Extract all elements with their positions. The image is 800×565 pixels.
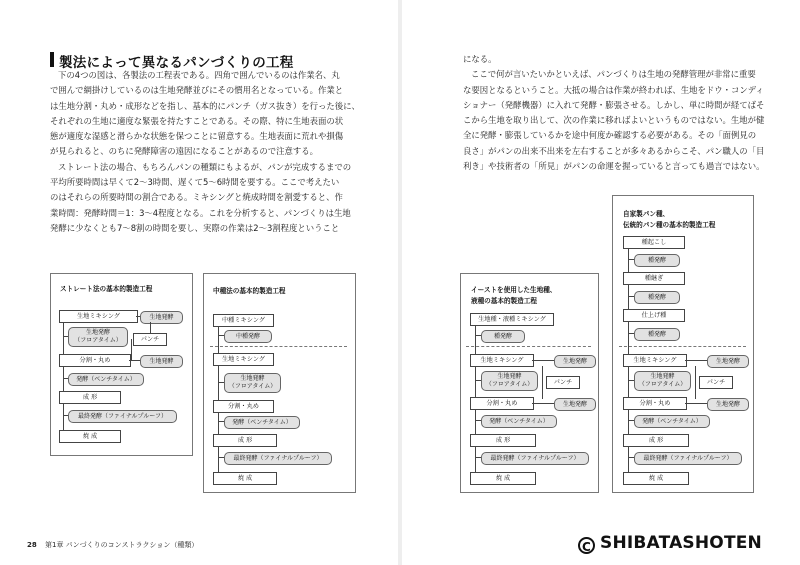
flow-line — [628, 380, 634, 381]
flow-line — [685, 360, 707, 361]
page-number: 28 — [27, 541, 37, 549]
process-divide-round: 分割・丸め — [623, 397, 687, 410]
flow-line — [475, 457, 481, 458]
diagram-title: 液種の基本的製造工程 — [471, 297, 537, 305]
process-dough-mixing: 生地ミキシング — [470, 354, 534, 367]
text-line: 業時間：発酵時間＝1：3～4程度となる。これを分析すると、パンづくりは生地 — [50, 207, 351, 218]
left-body-text — [50, 68, 360, 236]
process-divide-round: 分割・丸め — [470, 397, 534, 410]
chapter-title: 第1章 パンづくりのコンストラクション（種類） — [44, 541, 199, 549]
flow-line — [131, 339, 132, 360]
ferment-final-proof: 最終発酵（ファイナルプルーフ） — [634, 452, 742, 465]
flow-line — [628, 296, 634, 297]
process-baking: 焼 成 — [623, 472, 689, 485]
process-dough-mixing: 生地ミキシング — [623, 354, 687, 367]
flow-line — [475, 380, 481, 381]
flow-line — [628, 420, 634, 421]
text-line: になる。 — [463, 54, 497, 64]
flow-line — [532, 360, 554, 361]
text-line: が見られると、のちに発酵障害の遠因になることがあるので注意する。 — [50, 146, 318, 157]
ferment-starter: 種発酵 — [481, 330, 525, 343]
ferment-starter: 種発酵 — [634, 254, 680, 267]
text-line: こから生地を取り出して、次の作業に移ればよいというものではない。生地が健 — [463, 115, 765, 126]
text-line: ショナー（発酵機器）に入れて発酵・膨張させる。しかし、単に時間が経てばそ — [463, 99, 765, 110]
flow-line — [129, 360, 140, 361]
ferment-starter: 種発酵 — [634, 291, 680, 304]
text-line: は生地分割・丸め・成形などを指し、基本的にパンチ（ガス抜き）を行った後に、 — [50, 100, 360, 111]
text-line: 下の4つの図は、各製法の工程表である。四角で囲んでいるのは作業名、丸 — [58, 70, 340, 80]
ferment-bench-time: 発酵（ベンチタイム） — [224, 416, 300, 429]
process-shaping: 成 形 — [470, 434, 536, 447]
copyright-icon: C — [578, 537, 595, 554]
section-heading: 製法によって異なるパンづくりの工程 — [59, 55, 294, 71]
flow-line — [218, 335, 224, 336]
ferment-floor-time — [68, 327, 128, 347]
heading-marker — [50, 52, 54, 67]
process-baking: 焼 成 — [470, 472, 536, 485]
process-divide-round: 分割・丸め — [59, 354, 131, 367]
process-finish-starter: 仕上げ種 — [623, 309, 685, 322]
diagram-title: ストレート法の基本的製造工程 — [60, 285, 153, 293]
page-footer — [27, 540, 198, 550]
process-baking: 焼 成 — [59, 430, 121, 443]
process-shaping: 成 形 — [59, 391, 121, 404]
flow-line — [628, 333, 634, 334]
diagram-title: イーストを使用した生地種、 — [471, 286, 557, 294]
text-line: それぞれの生地に適度な緊張を持たすことである。その際、特に生地表面の状 — [50, 115, 344, 126]
ferment-final-proof: 最終発酵（ファイナルプルーフ） — [68, 410, 177, 423]
stage-divider — [466, 346, 591, 347]
ferment-bulk-side: 生地発酵 — [554, 398, 596, 411]
pill-line: （フロアタイム） — [638, 381, 687, 388]
diagram-title: 中種法の基本的製造工程 — [213, 287, 286, 295]
ferment-final-proof: 最終発酵（ファイナルプルーフ） — [481, 452, 589, 465]
text-line: 利き」や技術者の「所見」がパンの命運を握っていると言っても過言ではない。 — [463, 161, 765, 172]
text-line: 全に発酵・膨張しているかを途中何度か確認する必要がある。その「面例見の — [463, 130, 757, 141]
flow-line — [63, 322, 64, 438]
process-punch: パンチ — [699, 376, 733, 389]
text-line: な要因となるということ。大抵の場合は作業が終われば、生地をドウ・コンディ — [463, 84, 764, 95]
flow-line — [218, 382, 224, 383]
watermark-text: SHIBATASHOTEN — [600, 533, 762, 553]
ferment-sponge: 中種発酵 — [224, 330, 272, 343]
text-line: 態が適度な湿感と滑らかな状態を保つことに留意する。生地表面に荒れや損傷 — [50, 131, 344, 142]
stage-divider — [210, 346, 347, 347]
right-body-text — [463, 52, 763, 174]
process-shaping: 成 形 — [623, 434, 689, 447]
process-sponge-mixing: 中種ミキシング — [213, 314, 274, 327]
flow-line — [628, 259, 634, 260]
flow-line — [695, 366, 696, 399]
ferment-bench-time: 発酵（ベンチタイム） — [68, 373, 144, 386]
process-dough-mixing: 生地ミキシング — [59, 310, 138, 323]
stage-divider — [619, 346, 746, 347]
process-dough-mixing: 生地ミキシング — [213, 353, 274, 366]
text-line: ここで何が言いたいかといえば、パンづくりは生地の発酵管理が非常に重要 — [471, 69, 756, 80]
text-line: 発酵に少なくとも7～8割の時間を要し、実際の作業は2～3割程度ということ — [50, 222, 340, 233]
ferment-floor-time — [224, 373, 281, 393]
pill-line: （フロアタイム） — [74, 337, 122, 344]
text-line: のはそれらの所要時間の割合である。ミキシングと焼成時間を割愛すると、作 — [50, 192, 343, 203]
text-line: 良さ」がパンの出来不出来を左右することが多々あるからこそ、パン職人の「目 — [463, 145, 765, 156]
diagram-title: 伝統的パン種の基本的製造工程 — [623, 221, 716, 229]
ferment-final-proof: 最終発酵（ファイナルプルーフ） — [224, 452, 332, 465]
flow-line — [475, 420, 481, 421]
text-line: ストレート法の場合、もちろんパンの種類にもよるが、パンが完成するまでの — [58, 161, 352, 172]
process-refresh: 種継ぎ — [623, 272, 685, 285]
flow-line — [475, 335, 481, 336]
ferment-bench-time: 発酵（ベンチタイム） — [634, 415, 710, 428]
process-punch: パンチ — [133, 333, 167, 346]
ferment-bulk-side: 生地発酵 — [140, 311, 183, 324]
flow-line — [628, 457, 634, 458]
flow-line — [63, 415, 68, 416]
flow-line — [63, 336, 68, 337]
copyright-watermark — [578, 533, 762, 554]
flow-line — [542, 366, 543, 399]
process-starter-mixing: 生地種・液種ミキシング — [470, 313, 554, 326]
process-divide-round: 分割・丸め — [213, 400, 274, 413]
flow-line — [218, 457, 224, 458]
process-shaping: 成 形 — [213, 434, 277, 447]
pill-line: 生地発酵 — [650, 373, 675, 380]
ferment-bulk-side: 生地発酵 — [707, 355, 749, 368]
ferment-bulk-side: 生地発酵 — [707, 398, 749, 411]
process-punch: パンチ — [546, 376, 580, 389]
flow-line — [532, 403, 554, 404]
ferment-bench-time: 発酵（ベンチタイム） — [481, 415, 557, 428]
ferment-bulk-side: 生地発酵 — [140, 355, 183, 368]
process-baking: 焼 成 — [213, 472, 277, 485]
ferment-floor-time — [634, 371, 691, 391]
flow-line — [150, 322, 151, 333]
flow-line — [63, 378, 68, 379]
pill-line: （フロアタイム） — [485, 381, 534, 388]
pill-line: （フロアタイム） — [228, 383, 277, 390]
ferment-floor-time — [481, 371, 538, 391]
diagram-title: 自家製パン種、 — [623, 210, 670, 218]
flow-line — [685, 403, 707, 404]
text-line: で囲んで網掛けしているのは生地発酵並びにその慣用名となっている。作業と — [50, 85, 344, 96]
ferment-bulk-side: 生地発酵 — [554, 355, 596, 368]
flow-line — [218, 421, 224, 422]
pill-line: 生地発酵 — [240, 375, 265, 382]
process-starter-start: 種起こし — [623, 236, 685, 249]
pill-line: 生地発酵 — [85, 329, 110, 336]
text-line: 平均所要時間は早くて2～3時間、遅くて5～6時間を要する。ここで考えたい — [50, 177, 340, 188]
pill-line: 生地発酵 — [497, 373, 522, 380]
ferment-starter: 種発酵 — [634, 328, 680, 341]
